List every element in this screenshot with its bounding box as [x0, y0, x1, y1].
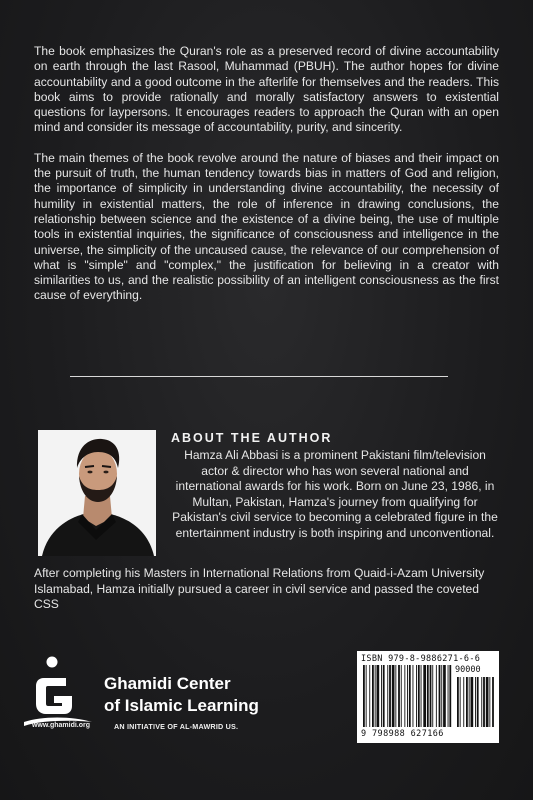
price-code: 90000 [455, 665, 481, 675]
blurb-paragraph-2: The main themes of the book revolve around the nature of biases and their impact on the pursuit of truth, the human tendency towards bias in matters of God and religion, the importance of simplicity in understanding divine accountability, the necessity of humility in existential matters, the role of inference in drawing conclusions, the relationship between science and the existence of a divine being, the use of multiple tools in existential inquiries, the significance of consciousness and intelligence in the universe, the simplicity of the uncaused cause, the relevance of our comprehension of what is "simple" and "complex," the justification for believing in a creator with similarities to us, and the realistic possibility of an intelligent consciousness as the first cause of everything. [34, 150, 499, 303]
barcode-digits: 9 798988 627166 [361, 729, 444, 739]
publisher-subtitle: AN INITIATIVE OF AL-MAWRID US. [114, 722, 239, 731]
publisher-name-line-1: Ghamidi Center [104, 674, 231, 693]
author-bio-continued: After completing his Masters in International Relations from Quaid-i-Azam University Islamabad, Hamza initially pursued a career in civil service and passed the coveted CSS [34, 566, 485, 612]
book-blurb [34, 44, 499, 319]
publisher-name-line-2: of Islamic Learning [104, 696, 259, 715]
about-author-heading: ABOUT THE AUTHOR [171, 431, 333, 445]
publisher-name [104, 673, 304, 717]
author-portrait-icon [38, 430, 156, 556]
author-bio: Hamza Ali Abbasi is a prominent Pakistani film/television actor & director who has won several national and international awards for his work. Born on June 23, 1986, in Multan, Pakistan, Hamza's journey from qualifying for Pakistan's civil service to becoming a celebrated figure in the entertainment industry is both inspiring and unconventional. [172, 448, 498, 540]
isbn-barcode [357, 651, 499, 743]
ghamidi-g-logo-icon [22, 656, 94, 732]
section-divider [70, 376, 448, 377]
publisher-url: www.ghamidi.org [31, 722, 91, 729]
blurb-paragraph-1: The book emphasizes the Quran's role as a preserved record of divine accountability on earth through the last Rasool, Muhammad (PBUH). The author hopes for divine accountability and a good outcome in the afterlife for themselves and the readers. This book aims to provide rationally and morally satisfactory answers to existential questions for laypersons. It encourages readers to approach the Quran with an open mind and consider its message of accountability, purity, and sincerity. [34, 44, 499, 135]
author-photo [38, 430, 156, 556]
isbn-label: ISBN 979-8-9886271-6-6 [361, 654, 481, 664]
